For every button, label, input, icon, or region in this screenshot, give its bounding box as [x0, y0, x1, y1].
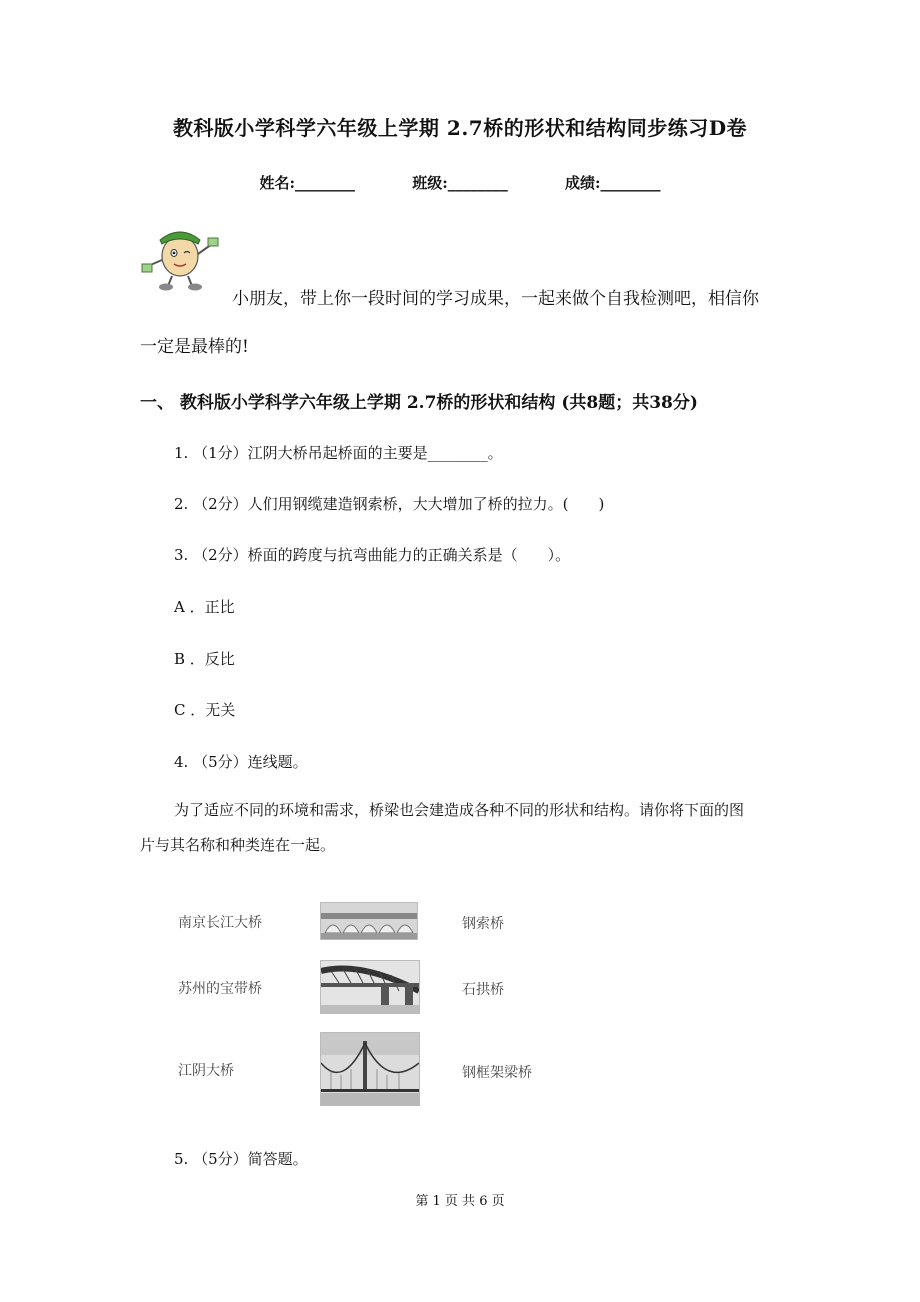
match-name-jiangyin: 江阴大桥	[178, 1063, 234, 1079]
match-type-steel-frame-beam: 钢框架梁桥	[462, 1065, 532, 1081]
q4-paragraph-line-2: 片与其名称和种类连在一起。	[140, 836, 336, 854]
name-field: 姓名:________	[259, 174, 355, 192]
option-b: B ．反比	[174, 650, 235, 668]
section-heading: 一、 教科版小学科学六年级上学期 2.7桥的形状和结构 (共8题；共38分)	[140, 393, 698, 413]
option-a: A ．正比	[174, 598, 235, 616]
page-title: 教科版小学科学六年级上学期 2.7桥的形状和结构同步练习D卷	[172, 116, 748, 140]
option-c: C ．无关	[174, 701, 236, 719]
intro-line-1: 小朋友，带上你一段时间的学习成果，一起来做个自我检测吧，相信你	[232, 289, 759, 309]
question-3: 3. （2分）桥面的跨度与抗弯曲能力的正确关系是（ ）。	[174, 546, 571, 564]
question-4: 4. （5分）连线题。	[174, 753, 308, 771]
match-name-nanjing: 南京长江大桥	[178, 915, 262, 931]
steel-truss-bridge-image	[320, 960, 420, 1014]
class-field: 班级:________	[412, 174, 508, 192]
student-info-row	[0, 172, 920, 193]
question-2: 2. （2分）人们用钢缆建造钢索桥，大大增加了桥的拉力。( )	[174, 495, 605, 513]
match-type-steel-cable: 钢索桥	[462, 916, 504, 932]
mascot-icon	[140, 226, 222, 292]
match-type-stone-arch: 石拱桥	[462, 982, 504, 998]
stone-arch-bridge-image	[320, 902, 418, 940]
page-footer: 第 1 页 共 6 页	[415, 1194, 505, 1209]
match-name-suzhou: 苏州的宝带桥	[178, 981, 262, 997]
intro-line-2: 一定是最棒的!	[140, 337, 249, 357]
score-field: 成绩:________	[565, 174, 661, 192]
suspension-bridge-image	[320, 1032, 420, 1106]
question-1: 1. （1分）江阴大桥吊起桥面的主要是________。	[174, 444, 503, 462]
question-5: 5. （5分）简答题。	[174, 1150, 308, 1168]
q4-paragraph-line-1: 为了适应不同的环境和需求，桥梁也会建造成各种不同的形状和结构。请你将下面的图	[174, 801, 745, 819]
